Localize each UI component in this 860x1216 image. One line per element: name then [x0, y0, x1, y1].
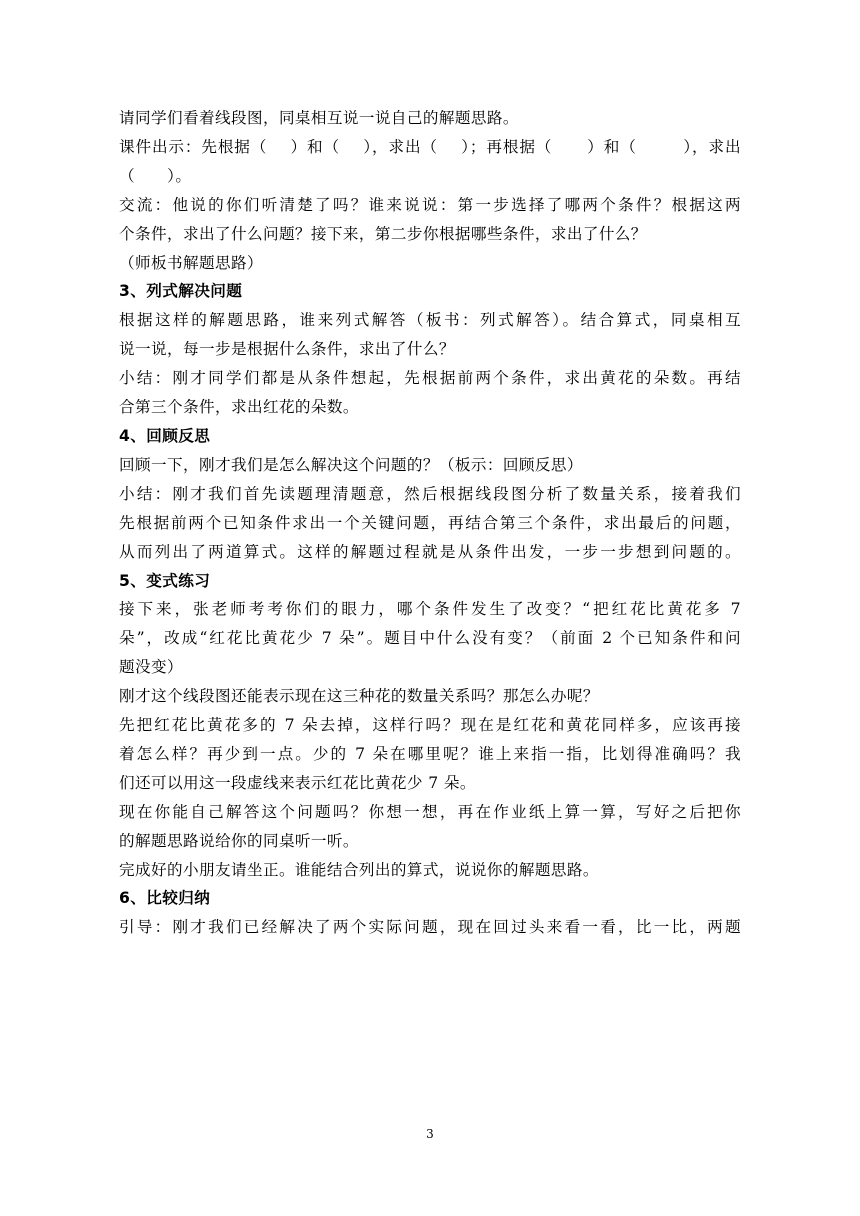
section-heading: 5、变式练习 — [119, 571, 211, 590]
paragraph-line: 引导：刚才我们已经解决了两个实际问题，现在回过头来看一看，比一比，两题 — [119, 918, 741, 937]
paragraph-line: 现在你能自己解答这个问题吗？你想一想，再在作业纸上算一算，写好之后把你 — [119, 802, 741, 821]
section-heading: 6、比较归纳 — [119, 889, 211, 908]
paragraph-line: 题没变） — [119, 658, 183, 677]
page-number: 3 — [426, 1127, 434, 1141]
paragraph-line: 从而列出了两道算式。这样的解题过程就是从条件出发，一步一步想到问题的。 — [119, 542, 741, 561]
paragraph-line: 说一说，每一步是根据什么条件，求出了什么？ — [119, 340, 455, 359]
paragraph-line: 接下来，张老师考考你们的眼力，哪个条件发生了改变？“把红花比黄花多 7 — [119, 600, 741, 619]
paragraph-line: 小结：刚才我们首先读题理清题意，然后根据线段图分析了数量关系，接着我们 — [119, 484, 741, 503]
paragraph-line: 请同学们看着线段图，同桌相互说一说自己的解题思路。 — [119, 109, 519, 127]
paragraph-line: 朵”，改成“红花比黄花少 7 朵”。题目中什么没有变？（前面 2 个已知条件和问 — [119, 629, 741, 648]
paragraph-line: 的解题思路说给你的同桌听一听。 — [119, 831, 359, 850]
paragraph-line: （师板书解题思路） — [119, 253, 263, 272]
paragraph-line: 交流：他说的你们听清楚了吗？谁来说说：第一步选择了哪两个条件？根据这两 — [119, 195, 741, 214]
document-body — [119, 104, 741, 942]
paragraph-line: 小结：刚才同学们都是从条件想起，先根据前两个条件，求出黄花的朵数。再结 — [119, 369, 741, 388]
paragraph-line: 回顾一下，刚才我们是怎么解决这个问题的？（板示：回顾反思） — [119, 455, 583, 474]
paragraph-line: 先根据前两个已知条件求出一个关键问题，再结合第三个条件，求出最后的问题， — [119, 513, 741, 532]
paragraph-line: 刚才这个线段图还能表示现在这三种花的数量关系吗？那怎么办呢？ — [119, 687, 599, 706]
section-heading: 3、列式解决问题 — [119, 282, 243, 301]
paragraph-line: 根据这样的解题思路，谁来列式解答（板书：列式解答）。结合算式，同桌相互 — [119, 311, 741, 330]
paragraph-line: 合第三个条件，求出红花的朵数。 — [119, 398, 359, 417]
paragraph-line: 完成好的小朋友请坐正。谁能结合列出的算式，说说你的解题思路。 — [119, 860, 599, 879]
paragraph-line: 们还可以用这一段虚线来表示红花比黄花少 7 朵。 — [119, 773, 476, 792]
paragraph-line: （ ）。 — [119, 166, 192, 185]
paragraph-line: 先把红花比黄花多的 7 朵去掉，这样行吗？现在是红花和黄花同样多，应该再接 — [119, 716, 741, 735]
paragraph-line: 课件出示：先根据（ ）和（ ），求出（ ）；再根据（ ）和（ ），求出 — [119, 137, 741, 156]
paragraph-line: 个条件，求出了什么问题？接下来，第二步你根据哪些条件，求出了什么？ — [119, 224, 647, 243]
section-heading: 4、回顾反思 — [119, 426, 211, 445]
paragraph-line: 着怎么样？再少到一点。少的 7 朵在哪里呢？谁上来指一指，比划得准确吗？我 — [119, 744, 741, 763]
